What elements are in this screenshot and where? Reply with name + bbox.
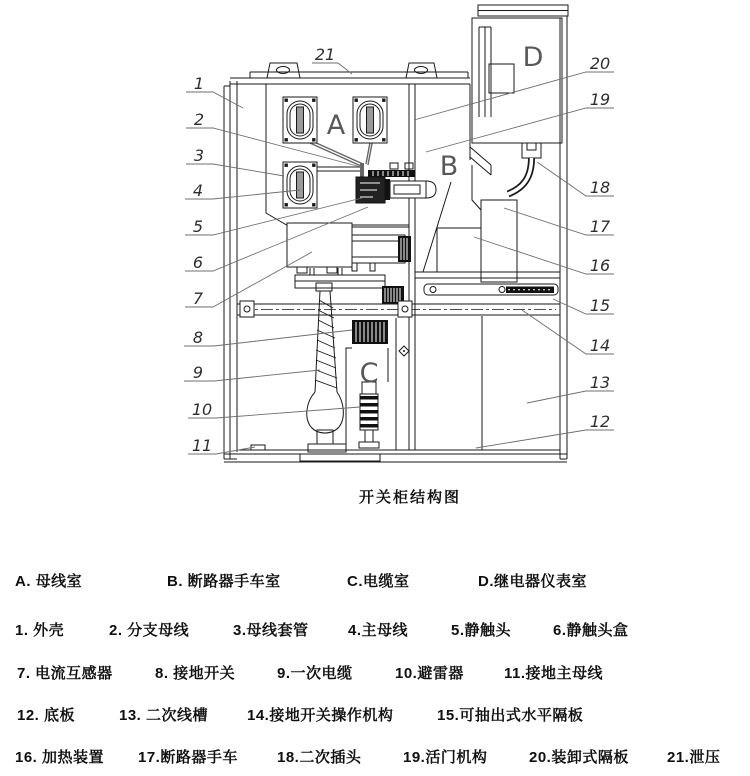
legend-item-3: 3.母线套管 (233, 622, 309, 639)
legend-item-8: 8. 接地开关 (155, 665, 236, 682)
callout-16: 16 (589, 256, 611, 275)
callout-7: 7 (192, 289, 204, 308)
legend-item-15: 15.可抽出式水平隔板 (437, 707, 584, 724)
legend-chamber-b: B. 断路器手车室 (167, 573, 281, 590)
legend-item-16: 16. 加热装置 (15, 749, 105, 766)
relay-chamber-d (472, 5, 568, 143)
callout-1: 1 (193, 74, 205, 93)
chamber-letter-c: C (359, 358, 379, 389)
legend-item-11: 11.接地主母线 (504, 665, 604, 682)
callout-9: 9 (192, 363, 204, 382)
callout-21: 21 (314, 45, 336, 64)
callout-19: 19 (589, 90, 611, 109)
legend-item-2: 2. 分支母线 (109, 622, 190, 639)
legend-item-6: 6.静触头盒 (553, 622, 629, 639)
legend-item-17: 17.断路器手车 (138, 749, 238, 766)
callout-10: 10 (191, 400, 213, 419)
legend-item-10: 10.避雷器 (395, 665, 464, 682)
callout-8: 8 (192, 328, 204, 347)
callout-11: 11 (191, 436, 213, 455)
callout-18: 18 (589, 178, 611, 197)
chamber-letter-b: B (439, 151, 459, 182)
legend-item-14: 14.接地开关操作机构 (247, 707, 394, 724)
surge-arrester (359, 382, 379, 448)
lifting-lug-icon (406, 63, 437, 78)
callout-12: 12 (589, 412, 611, 431)
legend-chamber-c: C.电缆室 (347, 573, 410, 590)
legend-item-4: 4.主母线 (348, 622, 409, 639)
legend-item-13: 13. 二次线槽 (119, 707, 209, 724)
legend-chamber-d: D.继电器仪表室 (478, 573, 588, 590)
callout-13: 13 (589, 373, 611, 392)
static-contact-assembly (356, 163, 436, 203)
callout-6: 6 (192, 253, 204, 272)
figure-caption: 开关柜结构图 (358, 489, 461, 506)
chamber-letter-d: D (522, 42, 544, 73)
heating-device (437, 228, 481, 272)
legend-item-20: 20.装卸式隔板 (529, 749, 629, 766)
legend-item-19: 19.活门机构 (403, 749, 488, 766)
callout-2: 2 (193, 110, 205, 129)
bushing-plate (283, 162, 317, 208)
legend-item-5: 5.静触头 (451, 622, 512, 639)
chamber-letter-a: A (326, 110, 346, 141)
callout-3: 3 (193, 146, 205, 165)
callout-20: 20 (589, 54, 611, 73)
earthing-switch (352, 320, 388, 344)
lifting-lug-icon (267, 63, 300, 78)
legend-item-21: 21.泄压 (667, 749, 721, 766)
legend-chamber-a: A. 母线室 (15, 573, 83, 590)
legend-item-7: 7. 电流互感器 (17, 665, 113, 682)
callout-17: 17 (589, 217, 611, 236)
callout-15: 15 (589, 296, 611, 315)
callout-4: 4 (192, 181, 204, 200)
legend-item-12: 12. 底板 (17, 707, 76, 724)
legend-item-1: 1. 外壳 (15, 622, 65, 639)
bushing-plate (353, 97, 387, 143)
callout-14: 14 (589, 336, 611, 355)
cable-chamber-c (307, 283, 409, 452)
legend-item-18: 18.二次插头 (277, 749, 362, 766)
legend-item-9: 9.一次电缆 (277, 665, 353, 682)
bushing-plate (283, 97, 317, 143)
callout-5: 5 (192, 217, 204, 236)
breaker-chamber-b (415, 143, 560, 282)
